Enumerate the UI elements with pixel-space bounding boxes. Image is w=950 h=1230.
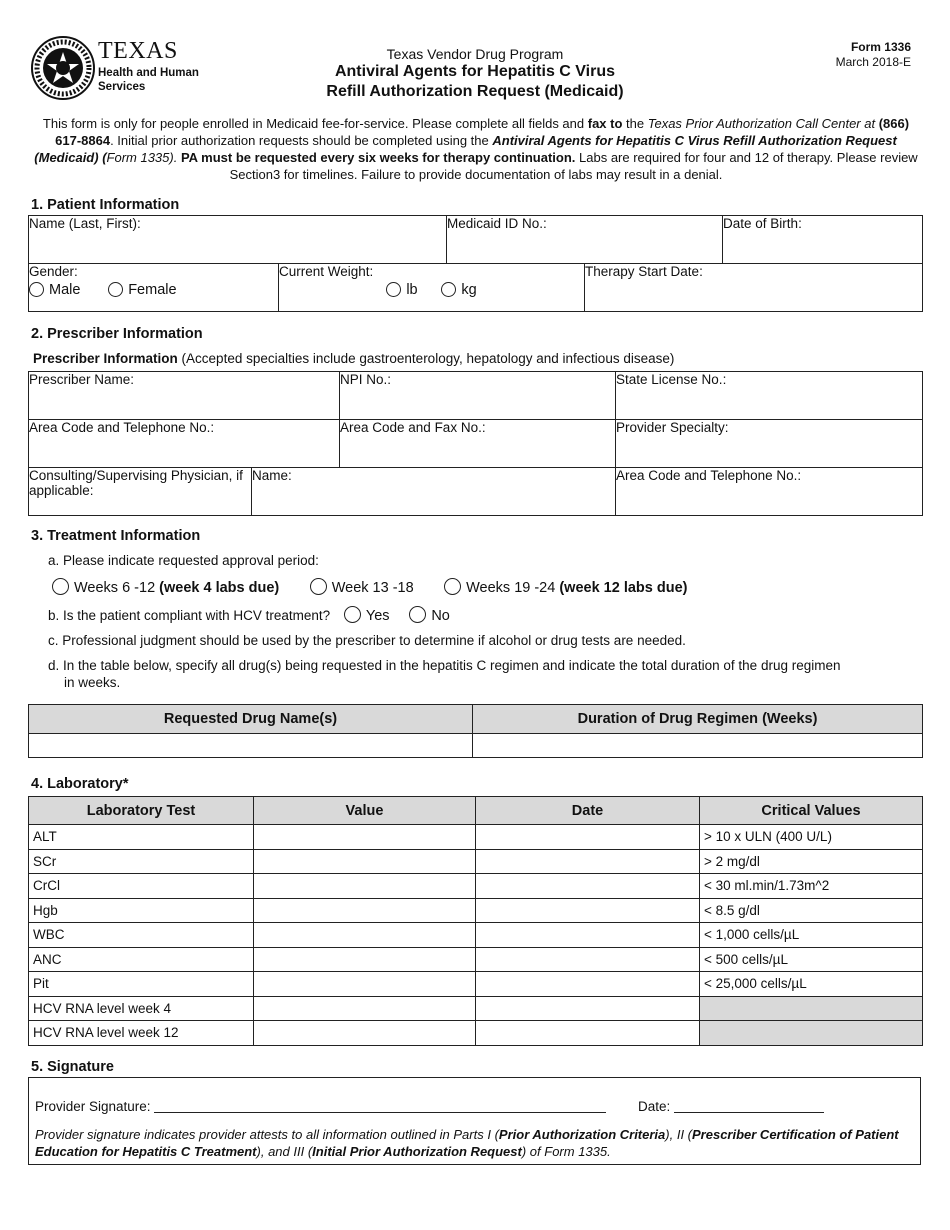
table-row xyxy=(29,898,923,923)
lab-test: HCV RNA level week 4 xyxy=(29,996,254,1021)
opt1-label: Weeks 6 -12 xyxy=(74,580,160,596)
intro-phone: (866) 617-8864 xyxy=(55,116,910,148)
radio-circle-icon xyxy=(444,578,461,595)
table-row xyxy=(29,947,923,972)
form-title-line1: Antiviral Agents for Hepatitis C Virus xyxy=(334,63,616,80)
lab-value-input[interactable] xyxy=(254,849,476,874)
intro-t10: Labs are required for four and 12 of therapy. Please review Section3 for timelines. Failure to provide documentation of labs may result in a denial. xyxy=(229,150,918,182)
lab-critical: > 10 x ULN (400 U/L) xyxy=(700,825,923,850)
female-label: Female xyxy=(128,282,177,298)
section-prescriber-heading: 2. Prescriber Information xyxy=(31,326,203,342)
treatment-item-b xyxy=(48,606,450,624)
intro-t8: Form 1335). xyxy=(106,150,178,165)
license-label: State License No.: xyxy=(616,372,727,387)
lab-date-input[interactable] xyxy=(476,947,700,972)
lab-critical: < 25,000 cells/µL xyxy=(700,972,923,997)
intro-t7: Antiviral Agents for Hepatitis C Virus Refill Authorization Request (Medicaid) ( xyxy=(34,133,897,165)
period-weeks-19-24-radio[interactable] xyxy=(444,578,687,596)
attest-s3: ), II ( xyxy=(665,1127,692,1142)
texas-hhs-logo xyxy=(30,36,205,100)
intro-t2: fax to xyxy=(587,116,623,131)
opt1-bold: (week 4 labs due) xyxy=(159,580,280,596)
item-b-text: b. Is the patient compliant with HCV treatment? xyxy=(48,608,331,623)
treatment-item-c: c. Professional judgment should be used by the prescriber to determine if alcohol or drug tests are needed. xyxy=(48,633,686,648)
lab-value-input[interactable] xyxy=(254,898,476,923)
therapy-start-field[interactable] xyxy=(585,264,923,312)
duration-input[interactable] xyxy=(473,734,923,758)
signature-date-label: Date: xyxy=(638,1099,671,1114)
lab-test: Pit xyxy=(29,972,254,997)
medicaid-id-field[interactable] xyxy=(447,216,723,264)
lb-label: lb xyxy=(406,282,418,298)
prescriber-note-text: (Accepted specialties include gastroenterology, hepatology and infectious disease) xyxy=(177,351,675,366)
radio-circle-icon xyxy=(29,282,44,297)
lab-date-input[interactable] xyxy=(476,972,700,997)
gender-label: Gender: xyxy=(29,264,78,279)
prescriber-table xyxy=(28,371,923,516)
radio-circle-icon xyxy=(386,282,401,297)
item-d-line1: d. In the table below, specify all drug(s) being requested in the hepatitis C regimen and indicate the total duration of the drug regimen xyxy=(48,658,841,673)
treatment-item-a: a. Please indicate requested approval period: xyxy=(48,553,319,568)
table-row xyxy=(29,923,923,948)
approval-period-options xyxy=(52,578,687,597)
radio-circle-icon xyxy=(310,578,327,595)
npi-label: NPI No.: xyxy=(340,372,392,387)
opt3-label: Weeks 19 -24 xyxy=(466,580,560,596)
lab-value-input[interactable] xyxy=(254,874,476,899)
lab-date-input[interactable] xyxy=(476,825,700,850)
provider-signature-row xyxy=(35,1099,606,1114)
prescriber-fax-label: Area Code and Fax No.: xyxy=(340,420,486,435)
patient-name-field[interactable] xyxy=(29,216,447,264)
weight-field[interactable] xyxy=(279,264,585,312)
section-signature-heading: 5. Signature xyxy=(31,1059,114,1075)
program-name: Texas Vendor Drug Program xyxy=(386,46,564,62)
form-title-line2: Refill Authorization Request (Medicaid) xyxy=(326,83,624,100)
prescriber-name-field[interactable] xyxy=(29,372,340,420)
lab-table xyxy=(28,796,923,1046)
period-weeks-6-12-radio[interactable] xyxy=(52,578,279,596)
lab-date-input[interactable] xyxy=(476,898,700,923)
lab-value-input[interactable] xyxy=(254,825,476,850)
npi-field[interactable] xyxy=(340,372,616,420)
dob-label: Date of Birth: xyxy=(723,216,802,231)
consulting-label-cell xyxy=(29,468,252,516)
consulting-name-field[interactable] xyxy=(252,468,616,516)
lab-date-input[interactable] xyxy=(476,849,700,874)
attest-s4: Prescriber Certification of Patient Education for Hepatitis C Treatment xyxy=(35,1127,899,1159)
lab-critical: < 30 ml.min/1.73m^2 xyxy=(700,874,923,899)
table-row xyxy=(29,849,923,874)
consulting-phone-label: Area Code and Telephone No.: xyxy=(616,468,802,483)
intro-paragraph xyxy=(30,115,922,183)
lab-test: ANC xyxy=(29,947,254,972)
lab-critical: < 1,000 cells/µL xyxy=(700,923,923,948)
drug-table xyxy=(28,704,923,758)
lab-date-input[interactable] xyxy=(476,1021,700,1046)
radio-circle-icon xyxy=(441,282,456,297)
drug-name-header: Requested Drug Name(s) xyxy=(29,705,473,734)
section-lab-heading: 4. Laboratory* xyxy=(31,776,129,792)
form-header xyxy=(250,46,700,101)
section-patient-heading: 1. Patient Information xyxy=(31,197,180,213)
dob-field[interactable] xyxy=(723,216,923,264)
form-date: March 2018-E xyxy=(835,55,911,69)
treatment-item-d xyxy=(48,657,841,691)
opt3-bold: (week 12 labs due) xyxy=(559,580,688,596)
section-treatment-heading: 3. Treatment Information xyxy=(31,528,201,544)
lab-date-input[interactable] xyxy=(476,874,700,899)
prescriber-phone-label: Area Code and Telephone No.: xyxy=(29,420,215,435)
lab-critical: < 8.5 g/dl xyxy=(700,898,923,923)
table-row xyxy=(29,874,923,899)
attest-s1: Provider signature indicates provider attests to all information outlined in Parts I ( xyxy=(35,1127,499,1142)
therapy-start-label: Therapy Start Date: xyxy=(585,264,703,279)
gender-male-radio[interactable] xyxy=(29,282,80,298)
lab-test: SCr xyxy=(29,849,254,874)
form-number-block xyxy=(836,40,911,70)
intro-t1: This form is only for people enrolled in Medicaid fee-for-service. Please complete all fields and xyxy=(42,116,588,131)
lab-test: CrCl xyxy=(29,874,254,899)
gender-field xyxy=(29,264,279,312)
lab-critical-shaded xyxy=(700,996,923,1021)
attest-s2: Prior Authorization Criteria xyxy=(498,1127,666,1142)
lab-critical: > 2 mg/dl xyxy=(700,849,923,874)
prescriber-note-bold: Prescriber Information xyxy=(33,351,178,366)
radio-circle-icon xyxy=(52,578,69,595)
no-label: No xyxy=(431,608,450,624)
signature-date-row xyxy=(638,1099,824,1114)
attest-s5: ), and III ( xyxy=(256,1144,313,1159)
prescriber-note xyxy=(33,351,674,366)
lab-date-input[interactable] xyxy=(476,996,700,1021)
radio-circle-icon xyxy=(344,606,361,623)
signature-box xyxy=(28,1077,921,1165)
period-weeks-13-18-radio[interactable] xyxy=(310,578,414,596)
lab-critical: < 500 cells/µL xyxy=(700,947,923,972)
weight-label: Current Weight: xyxy=(279,264,374,279)
specialty-label: Provider Specialty: xyxy=(616,420,729,435)
consulting-name-label: Name: xyxy=(252,468,292,483)
patient-table xyxy=(28,215,923,312)
intro-t9: PA must be requested every six weeks for therapy continuation. xyxy=(177,150,576,165)
attest-s6: Initial Prior Authorization Request xyxy=(312,1144,522,1159)
male-label: Male xyxy=(49,282,81,298)
lab-test: WBC xyxy=(29,923,254,948)
license-field[interactable] xyxy=(616,372,923,420)
lab-col-date: Date xyxy=(476,797,700,825)
logo-line1: Health and Human xyxy=(98,67,199,79)
lab-test: HCV RNA level week 12 xyxy=(29,1021,254,1046)
prescriber-fax-field[interactable] xyxy=(340,420,616,468)
prescriber-phone-field[interactable] xyxy=(29,420,340,468)
signature-attestation xyxy=(35,1126,915,1160)
duration-header: Duration of Drug Regimen (Weeks) xyxy=(473,705,923,734)
specialty-field[interactable] xyxy=(616,420,923,468)
consulting-label: Consulting/Supervising Physician, if applicable: xyxy=(29,468,243,498)
table-row xyxy=(29,825,923,850)
logo-agency-text xyxy=(98,66,199,94)
table-row xyxy=(29,972,923,997)
logo-line2: Services xyxy=(98,81,146,93)
lab-value-input[interactable] xyxy=(254,947,476,972)
intro-t6: . Initial prior authorization requests should be completed using the xyxy=(110,133,493,148)
opt2-label: Week 13 -18 xyxy=(331,580,414,596)
drug-name-input[interactable] xyxy=(29,734,473,758)
item-d-line2: in weeks. xyxy=(64,675,121,690)
prescriber-name-label: Prescriber Name: xyxy=(29,372,135,387)
form-number: Form 1336 xyxy=(850,40,911,54)
radio-circle-icon xyxy=(409,606,426,623)
compliant-no-radio[interactable] xyxy=(409,606,450,624)
attest-s7: ) of Form 1335. xyxy=(521,1144,611,1159)
provider-signature-line[interactable] xyxy=(154,1112,606,1113)
medicaid-id-label: Medicaid ID No.: xyxy=(447,216,547,231)
compliant-yes-radio[interactable] xyxy=(344,606,390,624)
lab-value-input[interactable] xyxy=(254,1021,476,1046)
gender-female-radio[interactable] xyxy=(108,282,176,298)
lab-value-input[interactable] xyxy=(254,923,476,948)
yes-label: Yes xyxy=(365,608,390,624)
intro-t3: the xyxy=(622,116,648,131)
lab-value-input[interactable] xyxy=(254,996,476,1021)
radio-circle-icon xyxy=(108,282,123,297)
lab-test: Hgb xyxy=(29,898,254,923)
lab-col-value: Value xyxy=(254,797,476,825)
patient-name-label: Name (Last, First): xyxy=(29,216,141,231)
table-row xyxy=(29,996,923,1021)
lab-col-critical: Critical Values xyxy=(700,797,923,825)
provider-signature-label: Provider Signature: xyxy=(35,1099,151,1114)
lab-critical-shaded xyxy=(700,1021,923,1046)
lab-test: ALT xyxy=(29,825,254,850)
lab-col-test: Laboratory Test xyxy=(29,797,254,825)
unit-lb-radio[interactable] xyxy=(386,282,417,298)
lab-value-input[interactable] xyxy=(254,972,476,997)
table-row xyxy=(29,1021,923,1046)
consulting-phone-field[interactable] xyxy=(616,468,923,516)
intro-t4: Texas Prior Authorization Call Center at xyxy=(647,116,876,131)
signature-date-line[interactable] xyxy=(674,1112,824,1113)
unit-kg-radio[interactable] xyxy=(441,282,476,298)
logo-texas-text: TEXAS xyxy=(98,38,178,64)
kg-label: kg xyxy=(461,282,477,298)
lab-date-input[interactable] xyxy=(476,923,700,948)
